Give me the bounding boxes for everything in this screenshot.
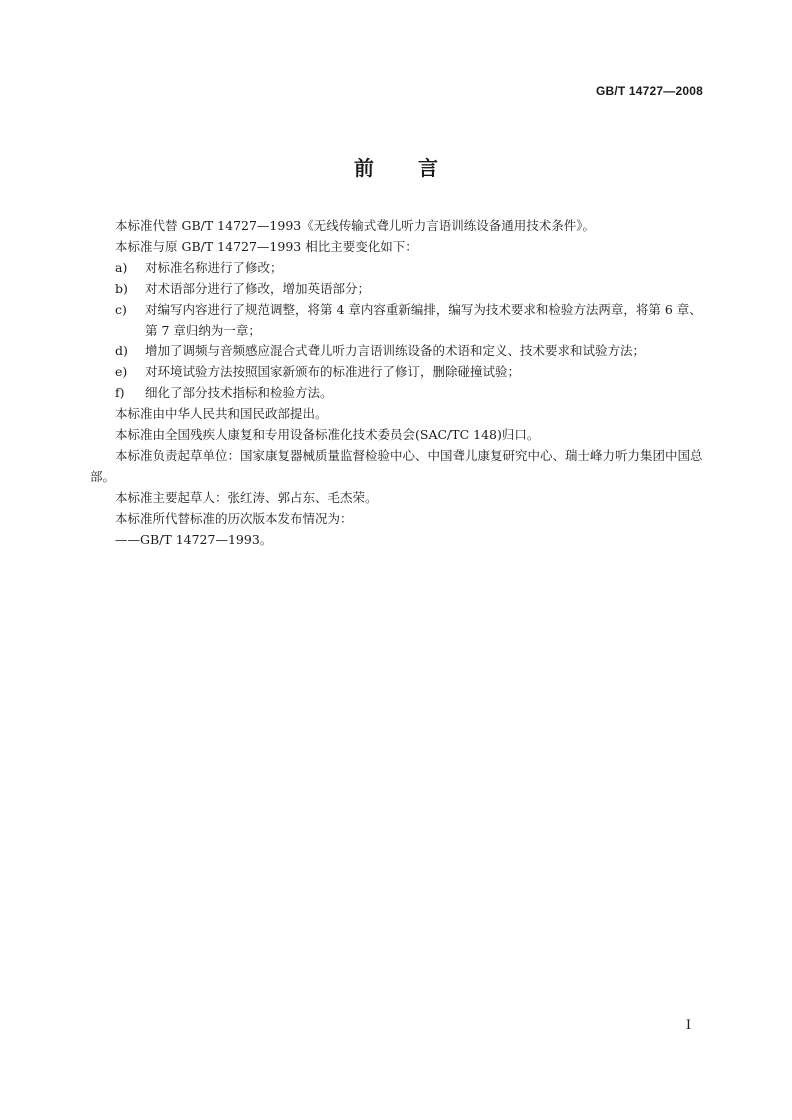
list-item <box>90 300 705 342</box>
list-item <box>90 362 705 383</box>
page-number: I <box>685 1018 691 1033</box>
paragraph-replacement: 本标准代替 GB/T 14727—1993《无线传输式聋儿听力言语训练设备通用技术条件》。 <box>115 218 595 233</box>
paragraph-proposer: 本标准由中华人民共和国民政部提出。 <box>115 406 328 422</box>
list-item-text: 对环境试验方法按照国家新颁布的标准进行了修订，删除碰撞试验； <box>145 364 521 380</box>
paragraph-drafters: 本标准主要起草人：张红涛、郭占东、毛杰荣。 <box>115 489 378 505</box>
paragraph-history-intro: 本标准所代替标准的历次版本发布情况为： <box>115 510 353 526</box>
list-marker: d) <box>115 343 128 359</box>
list-item-text: 对编写内容进行了规范调整，将第 4 章内容重新编排，编写为技术要求和检验方法两章，将第 6 章、第 7 章归纳为一章； <box>145 301 702 338</box>
page-title-char-2: 言 <box>418 156 438 180</box>
list-item <box>90 383 705 404</box>
changes-list <box>90 258 705 404</box>
list-item-text: 对术语部分进行了修改，增加英语部分； <box>145 280 371 296</box>
list-marker: c) <box>115 301 127 317</box>
paragraph-changes-intro: 本标准与原 GB/T 14727—1993 相比主要变化如下： <box>115 238 418 254</box>
list-marker: a) <box>115 259 128 275</box>
list-item <box>90 258 705 279</box>
list-item-text: 增加了调频与音频感应混合式聋儿听力言语训练设备的术语和定义、技术要求和试验方法； <box>145 343 646 359</box>
paragraph-committee: 本标准由全国残疾人康复和专用设备标准化技术委员会(SAC/TC 148)归口。 <box>115 427 540 443</box>
standard-number: GB/T 14727—2008 <box>595 84 703 98</box>
list-item-text: 对标准名称进行了修改； <box>145 259 283 275</box>
list-marker: f) <box>115 385 125 401</box>
foreword-body <box>90 216 705 551</box>
list-marker: b) <box>115 280 128 296</box>
list-item <box>90 341 705 362</box>
page-title <box>0 152 792 181</box>
list-marker: e) <box>115 364 128 380</box>
page-title-char-1: 前 <box>354 156 374 180</box>
paragraph-drafting-units: 本标准负责起草单位：国家康复器械质量监督检验中心、中国聋儿康复研究中心、瑞士峰力听力集团中国总部。 <box>90 447 703 484</box>
list-item-text: 细化了部分技术指标和检验方法。 <box>145 385 333 401</box>
list-item <box>90 279 705 300</box>
paragraph-history-item: ——GB/T 14727—1993。 <box>115 531 273 547</box>
